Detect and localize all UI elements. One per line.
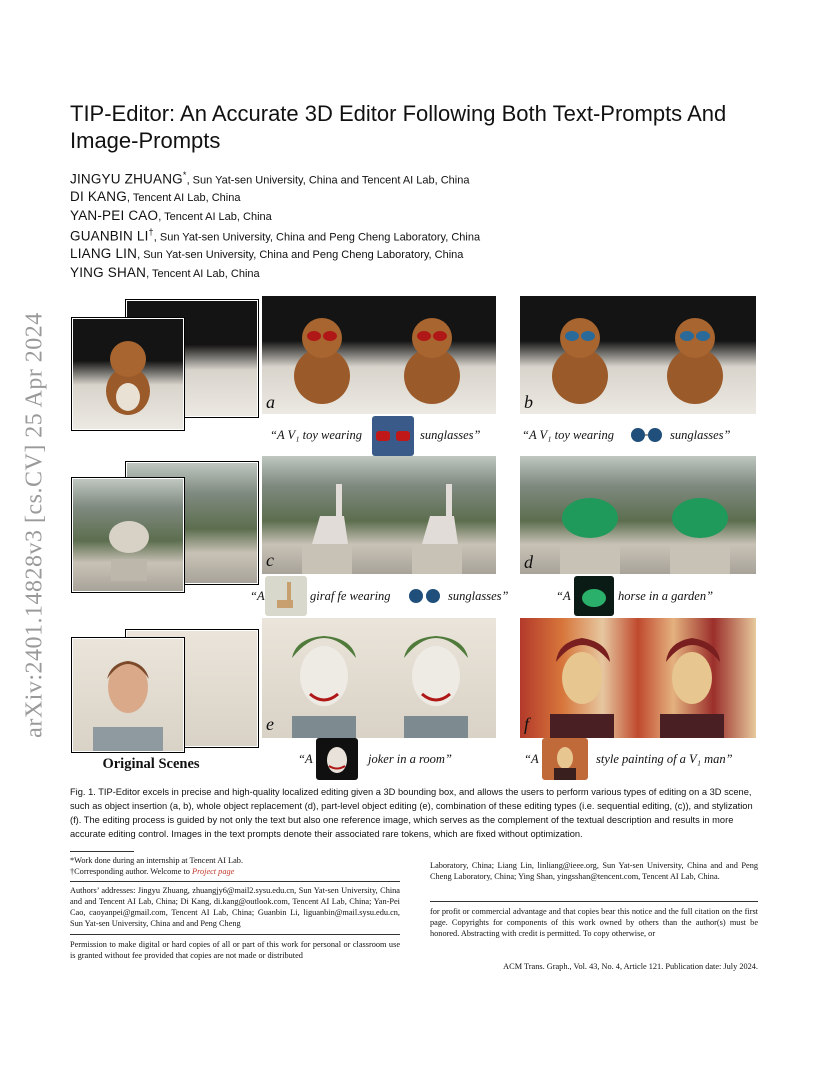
original-scenes-label: Original Scenes: [102, 756, 200, 772]
original-portrait-front: [72, 638, 184, 752]
author-affiliation: , Sun Yat-sen University, China and Peng Cheng Laboratory, China: [153, 231, 481, 244]
journal-footer: ACM Trans. Graph., Vol. 43, No. 4, Article 121. Publication date: July 2024.: [503, 962, 758, 971]
address-rule: [70, 881, 400, 882]
panel-c-prompt-right2: sunglasses”: [448, 589, 509, 603]
joker-icon: [316, 738, 358, 780]
paper-title: TIP-Editor: An Accurate 3D Editor Following Both Text-Prompts And Image-Prompts: [70, 101, 727, 153]
panel-d-prompt-left: “A: [556, 589, 571, 603]
bear-illustration: [73, 319, 183, 429]
panel-f-image: [520, 618, 756, 738]
sunglasses-icon: [372, 416, 414, 456]
green-horse-reference-image: [574, 576, 614, 616]
author-footnote-mark: *: [182, 170, 187, 180]
modigliani-reference-image: [542, 738, 588, 780]
joker-reference-image: [316, 738, 358, 780]
author-line: [70, 208, 272, 223]
painted-man-illustration: [520, 618, 756, 738]
panel-f-letter: f: [524, 714, 530, 734]
panel-d-prompt-right: horse in a garden”: [618, 589, 714, 603]
permission-rule: [70, 934, 400, 935]
bear-sunglasses-illustration: [262, 296, 496, 414]
footnote-corresponding: [70, 866, 400, 877]
author-line: [70, 227, 480, 244]
panel-a-prompt-right: sunglasses”: [420, 428, 481, 442]
panel-a-prompt-left: “A V₁ toy wearing: [270, 428, 362, 442]
panel-b-image: [520, 296, 756, 414]
panel-c-prompt-left: “A: [250, 589, 265, 603]
giraffe-reference-image: [265, 576, 307, 616]
author-name: YAN-PEI CAO: [70, 208, 159, 223]
permission-right: for profit or commercial advantage and that copies bear this notice and the full citation on the first page. Copyrights for components of this work owned by others than the author(s) must be honored. Abstracting with credit is permitted. To copy otherwise, or: [430, 907, 758, 938]
author-name: DI KANG: [70, 189, 127, 204]
author-name: JINGYU ZHUANG: [70, 171, 183, 187]
panel-e-letter: e: [266, 714, 274, 734]
figure-caption: Fig. 1. TIP-Editor excels in precise and high-quality localized editing given a 3D bounding box, and allows the users to perform various types of editing on a 3D scene, such as object insertion (a, b), whole object replacement (d), part-level object editing (e), combination of these editing types (i.e. sequential editing, (c)), and stylization (f). The editing process is guided by not only the text but also one reference image, which serves as the complement of the textual description and results in more accurate editing control. Images in the text prompts denote their associated rare tokens, which are fixed without optimization.: [70, 787, 753, 839]
joker-face-illustration: [262, 618, 496, 738]
permission-right-rule: [430, 901, 758, 902]
original-horse-front: [72, 478, 184, 592]
panel-e-image: [262, 618, 496, 738]
permission-left: Permission to make digital or hard copies of all or part of this work for personal or classroom use is granted without fee provided that copies are not made or distributed: [70, 940, 400, 960]
original-bear-front: [72, 318, 184, 430]
author-affiliation: , Sun Yat-sen University, China and Peng Cheng Laboratory, China: [137, 249, 464, 261]
project-page-link[interactable]: Project page: [192, 867, 235, 876]
author-affiliation: , Tencent AI Lab, China: [146, 268, 260, 280]
author-addresses-left: Authors’ addresses: Jingyu Zhuang, zhuangjy6@mail2.sysu.edu.cn, Sun Yat-sen University, China and and Tencent AI Lab, China; Di Kang, di.kang@outlook.com, Tencent AI Lab, China; Yan-Pei Cao, caoyanpei@gmail.com, Tencent AI Lab, China; Guanbin Li, liguanbin@mail.sysu.edu.cn, Sun Yat-sen University, China and and Peng Cheng: [70, 886, 400, 928]
author-addresses-right: Laboratory, China; Liang Lin, linliang@ieee.org, Sun Yat-sen University, China and and Peng Cheng Laboratory, China; Ying Shan, yingsshan@tencent.com, Tencent AI Lab, China.: [430, 861, 758, 881]
author-name: GUANBIN LI: [70, 228, 149, 244]
panel-f-prompt-left: “A: [524, 752, 539, 766]
author-footnote-mark: †: [148, 227, 154, 237]
blue-sunglasses-reference-image-2: [406, 587, 446, 605]
panel-d-letter: d: [524, 552, 533, 572]
author-affiliation: , Sun Yat-sen University, China and Tencent AI Lab, China: [186, 174, 470, 187]
author-name: LIANG LIN: [70, 246, 138, 261]
author-affiliation: , Tencent AI Lab, China: [158, 211, 272, 223]
bear-blue-sunglasses-illustration: [520, 296, 756, 414]
panel-b-prompt-right: sunglasses”: [670, 428, 731, 442]
arxiv-stamp: [12, 285, 58, 765]
man-portrait-illustration: [73, 639, 183, 751]
panel-c-prompt-right: giraf fe wearing: [310, 589, 391, 603]
footnote-corresponding-text: †Corresponding author. Welcome to: [70, 867, 192, 876]
giraffe-icon: [265, 576, 307, 616]
panel-e-prompt-left: “A: [298, 752, 313, 766]
sunglasses-icon: [628, 426, 668, 444]
panel-d-image: [520, 456, 756, 574]
author-line: [70, 265, 260, 280]
horse-statue-illustration: [73, 479, 183, 591]
footnote-rule: [70, 851, 134, 852]
author-line: [70, 189, 240, 204]
panel-f-prompt-right: style painting of a V₁ man”: [596, 752, 733, 766]
giraffe-illustration: [262, 456, 496, 574]
panel-b-letter: b: [524, 392, 533, 412]
panel-c-image: [262, 456, 496, 574]
author-name: YING SHAN: [70, 265, 147, 280]
green-horse-icon: [574, 576, 614, 616]
panel-e-prompt-right: joker in a room”: [368, 752, 452, 766]
arxiv-id: arXiv:2401.14828v3 [cs.CV] 25 Apr 2024: [21, 312, 48, 738]
sunglasses-icon: [406, 587, 446, 605]
panel-a-letter: a: [266, 392, 275, 412]
footnote-work-done: *Work done during an internship at Tencent AI Lab.: [70, 856, 244, 865]
painting-icon: [542, 738, 588, 780]
author-affiliation: , Tencent AI Lab, China: [126, 192, 241, 204]
panel-b-prompt-left: “A V₁ toy wearing: [522, 428, 614, 442]
sunglasses-reference-image: [372, 416, 414, 456]
green-horse-illustration: [520, 456, 756, 574]
panel-c-letter: c: [266, 550, 274, 570]
author-line: [70, 246, 463, 261]
panel-a-image: [262, 296, 496, 414]
author-line: [70, 170, 469, 187]
blue-sunglasses-reference-image: [628, 426, 668, 444]
